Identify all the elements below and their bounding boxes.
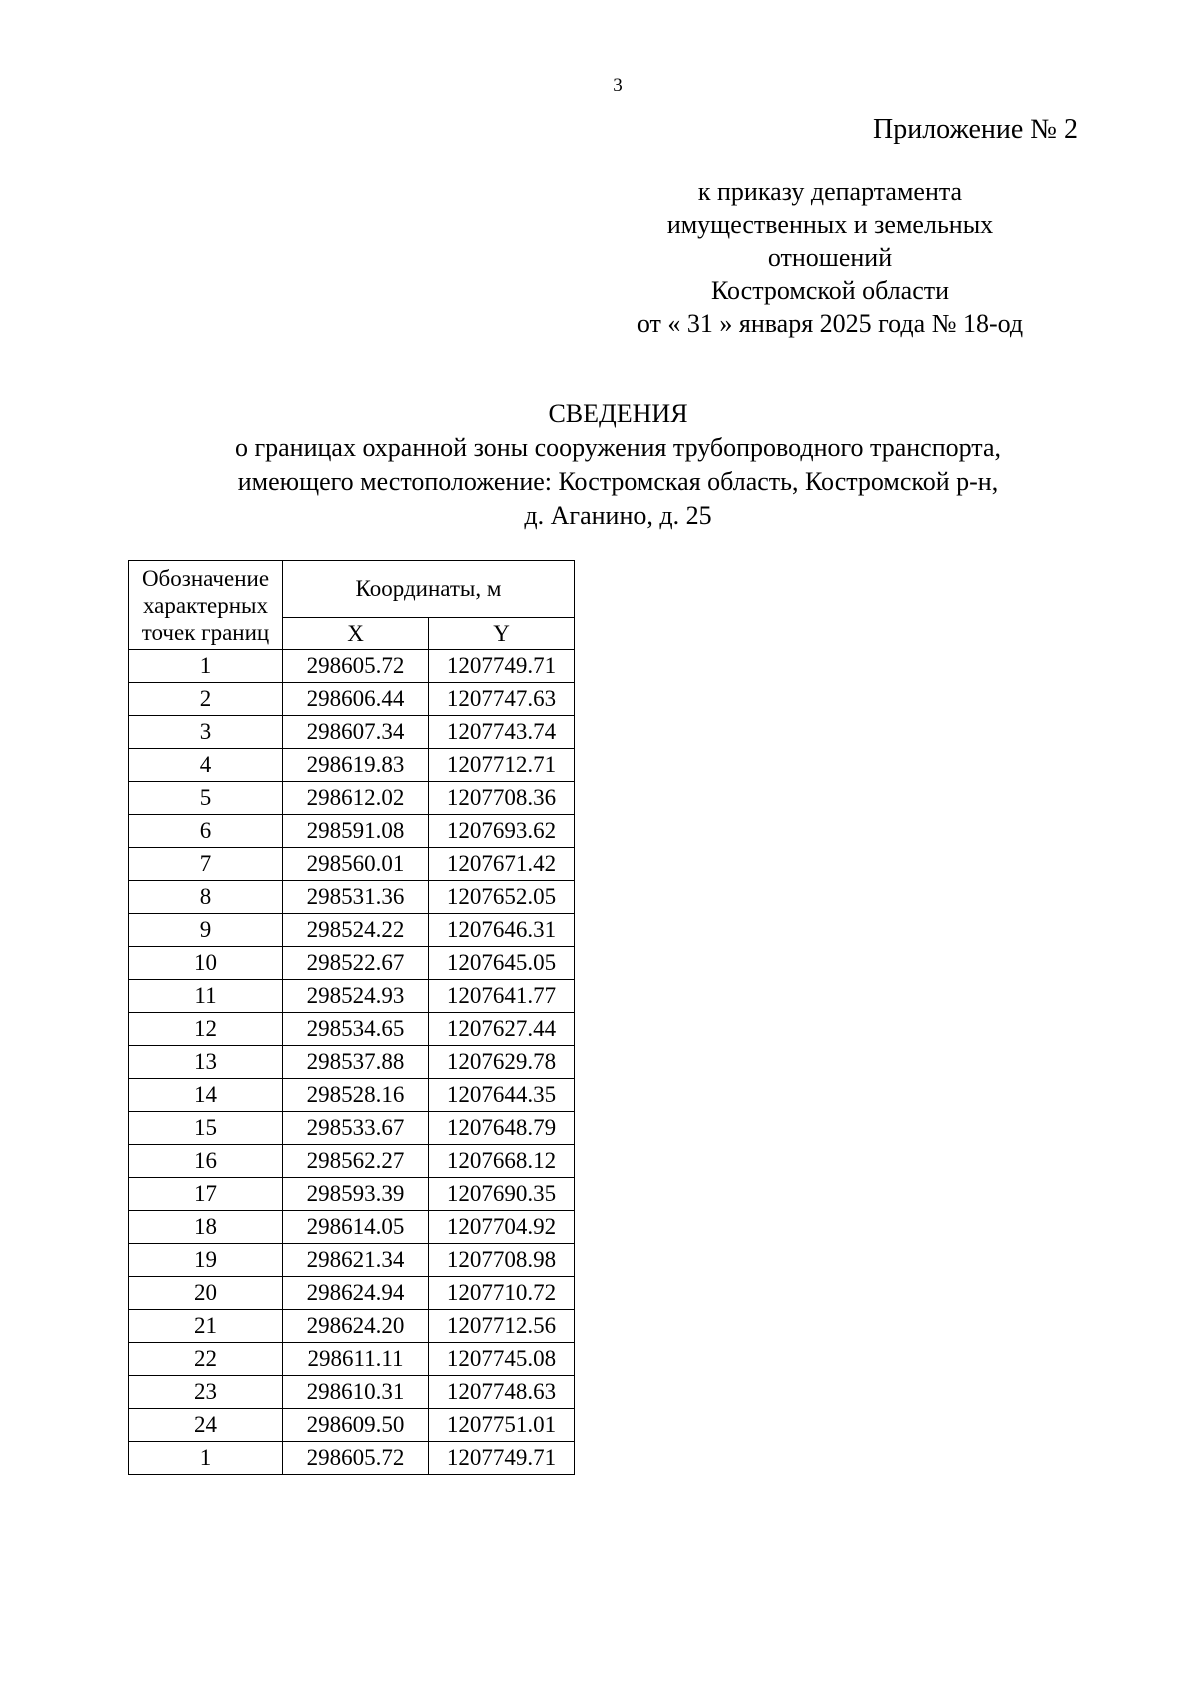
cell-point: 19: [129, 1244, 283, 1277]
cell-y: 1207646.31: [429, 914, 575, 947]
table-row: [129, 1211, 575, 1244]
cell-x: 298614.05: [283, 1211, 429, 1244]
cell-x: 298534.65: [283, 1013, 429, 1046]
cell-x: 298591.08: [283, 815, 429, 848]
cell-y: 1207690.35: [429, 1178, 575, 1211]
table-row: [129, 1244, 575, 1277]
cell-x: 298593.39: [283, 1178, 429, 1211]
cell-x: 298612.02: [283, 782, 429, 815]
appendix-label: Приложение № 2: [873, 114, 1078, 145]
cell-y: 1207748.63: [429, 1376, 575, 1409]
cell-y: 1207708.98: [429, 1244, 575, 1277]
cell-y: 1207668.12: [429, 1145, 575, 1178]
cell-point: 14: [129, 1079, 283, 1112]
table-row: [129, 1310, 575, 1343]
cell-y: 1207693.62: [429, 815, 575, 848]
page-number: 3: [613, 75, 623, 96]
table-row: [129, 1343, 575, 1376]
cell-y: 1207641.77: [429, 980, 575, 1013]
table-row: [129, 1277, 575, 1310]
cell-point: 22: [129, 1343, 283, 1376]
cell-point: 4: [129, 749, 283, 782]
cell-point: 1: [129, 1442, 283, 1475]
cell-point: 10: [129, 947, 283, 980]
cell-point: 16: [129, 1145, 283, 1178]
cell-x: 298562.27: [283, 1145, 429, 1178]
cell-y: 1207745.08: [429, 1343, 575, 1376]
cell-x: 298624.94: [283, 1277, 429, 1310]
cell-point: 24: [129, 1409, 283, 1442]
document-heading: [0, 397, 1200, 533]
cell-point: 3: [129, 716, 283, 749]
cell-x: 298621.34: [283, 1244, 429, 1277]
table-row: [129, 1013, 575, 1046]
cell-x: 298619.83: [283, 749, 429, 782]
cell-x: 298537.88: [283, 1046, 429, 1079]
order-reference: [560, 175, 1100, 340]
table-row: [129, 914, 575, 947]
cell-point: 6: [129, 815, 283, 848]
cell-point: 2: [129, 683, 283, 716]
cell-point: 7: [129, 848, 283, 881]
order-ref-line: отношений: [767, 243, 893, 272]
table-row: [129, 1112, 575, 1145]
cell-point: 20: [129, 1277, 283, 1310]
cell-y: 1207704.92: [429, 1211, 575, 1244]
table-row: [129, 1409, 575, 1442]
cell-x: 298609.50: [283, 1409, 429, 1442]
order-ref-line: имущественных и земельных: [666, 210, 994, 239]
document-title: СВЕДЕНИЯ: [548, 399, 688, 428]
table-row: [129, 1046, 575, 1079]
cell-x: 298605.72: [283, 650, 429, 683]
table-row: [129, 1178, 575, 1211]
cell-x: 298533.67: [283, 1112, 429, 1145]
table-row: [129, 749, 575, 782]
cell-point: 23: [129, 1376, 283, 1409]
cell-x: 298524.22: [283, 914, 429, 947]
coordinates-table: [128, 560, 575, 1475]
cell-y: 1207749.71: [429, 1442, 575, 1475]
cell-x: 298624.20: [283, 1310, 429, 1343]
table-row: [129, 1442, 575, 1475]
table-row: [129, 1145, 575, 1178]
cell-point: 15: [129, 1112, 283, 1145]
cell-x: 298610.31: [283, 1376, 429, 1409]
cell-point: 11: [129, 980, 283, 1013]
table-row: [129, 683, 575, 716]
order-ref-line: от « 31 » января 2025 года № 18-од: [636, 309, 1024, 338]
cell-y: 1207712.71: [429, 749, 575, 782]
cell-y: 1207671.42: [429, 848, 575, 881]
cell-x: 298605.72: [283, 1442, 429, 1475]
table-row: [129, 1079, 575, 1112]
cell-y: 1207644.35: [429, 1079, 575, 1112]
cell-y: 1207708.36: [429, 782, 575, 815]
cell-y: 1207751.01: [429, 1409, 575, 1442]
cell-y: 1207627.44: [429, 1013, 575, 1046]
table-row: [129, 782, 575, 815]
cell-x: 298522.67: [283, 947, 429, 980]
cell-x: 298560.01: [283, 848, 429, 881]
header-coordinates: Координаты, м: [283, 561, 575, 618]
document-subtitle-line: о границах охранной зоны сооружения трубопроводного транспорта,: [234, 433, 1002, 462]
table-row: [129, 1376, 575, 1409]
document-subtitle-line: имеющего местоположение: Костромская область, Костромской р-н,: [237, 467, 999, 496]
cell-y: 1207645.05: [429, 947, 575, 980]
cell-point: 17: [129, 1178, 283, 1211]
table-body: [129, 650, 575, 1475]
table-row: [129, 815, 575, 848]
cell-y: 1207712.56: [429, 1310, 575, 1343]
cell-point: 13: [129, 1046, 283, 1079]
order-ref-line: к приказу департамента: [697, 177, 963, 206]
table-row: [129, 980, 575, 1013]
cell-point: 8: [129, 881, 283, 914]
cell-y: 1207743.74: [429, 716, 575, 749]
cell-point: 9: [129, 914, 283, 947]
header-y: Y: [429, 618, 575, 650]
cell-y: 1207648.79: [429, 1112, 575, 1145]
cell-point: 1: [129, 650, 283, 683]
header-x: X: [283, 618, 429, 650]
cell-y: 1207747.63: [429, 683, 575, 716]
table-row: [129, 881, 575, 914]
cell-x: 298524.93: [283, 980, 429, 1013]
table-row: [129, 947, 575, 980]
cell-point: 18: [129, 1211, 283, 1244]
cell-x: 298607.34: [283, 716, 429, 749]
table-row: [129, 650, 575, 683]
cell-x: 298531.36: [283, 881, 429, 914]
cell-point: 5: [129, 782, 283, 815]
cell-x: 298611.11: [283, 1343, 429, 1376]
table-row: [129, 716, 575, 749]
cell-y: 1207652.05: [429, 881, 575, 914]
cell-point: 21: [129, 1310, 283, 1343]
cell-y: 1207749.71: [429, 650, 575, 683]
cell-x: 298528.16: [283, 1079, 429, 1112]
header-point-designation: Обозначение характерных точек границ: [129, 561, 283, 650]
order-ref-line: Костромской области: [710, 276, 950, 305]
cell-y: 1207629.78: [429, 1046, 575, 1079]
cell-point: 12: [129, 1013, 283, 1046]
cell-y: 1207710.72: [429, 1277, 575, 1310]
cell-x: 298606.44: [283, 683, 429, 716]
document-subtitle-line: д. Аганино, д. 25: [524, 501, 712, 530]
table-row: [129, 848, 575, 881]
